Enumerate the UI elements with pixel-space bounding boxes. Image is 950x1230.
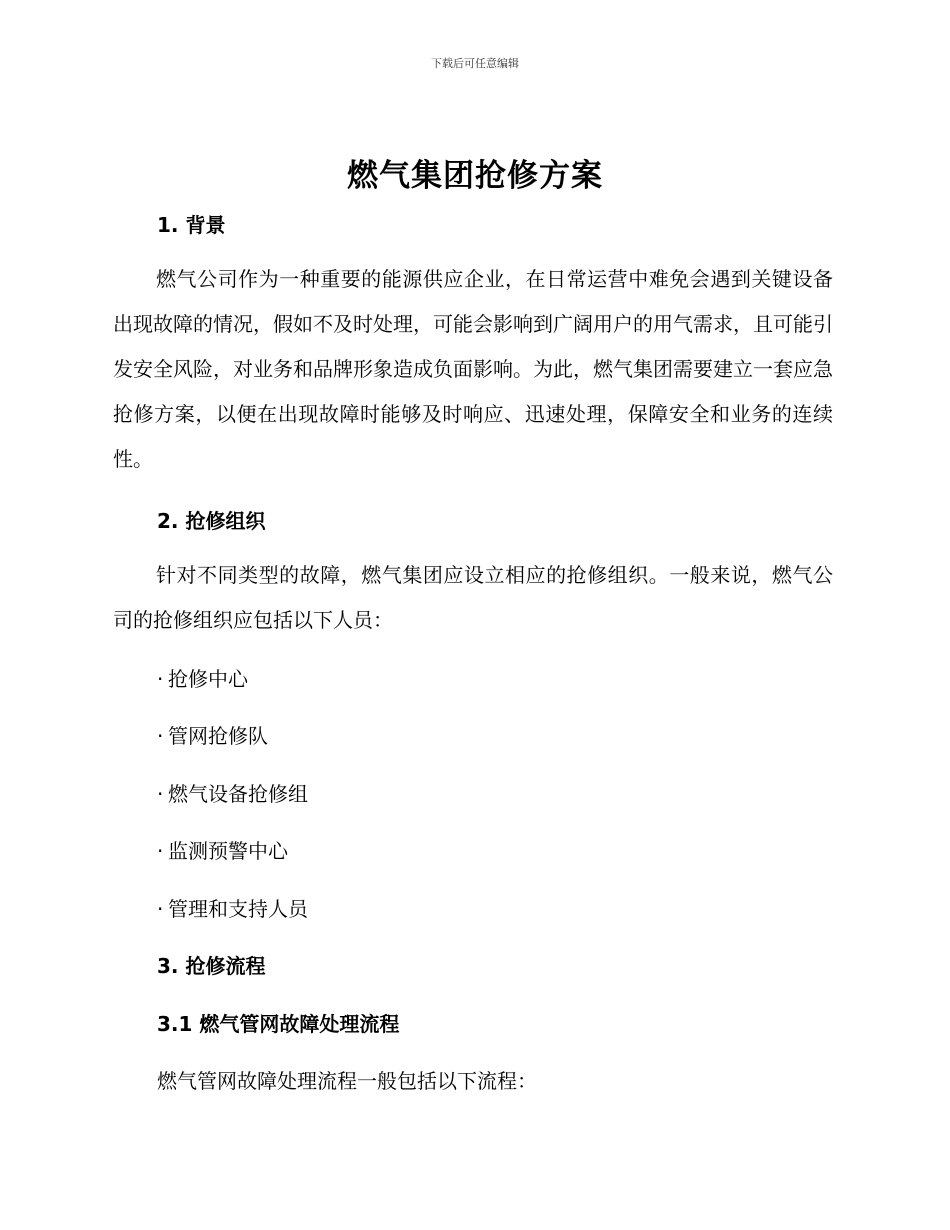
section-heading-organization: 2. 抢修组织 xyxy=(157,509,266,533)
bullet-marker: · xyxy=(157,782,164,806)
bullet-marker: · xyxy=(157,897,164,921)
list-item xyxy=(157,720,268,749)
section-heading-process: 3. 抢修流程 xyxy=(157,954,266,978)
list-item-text: 监测预警中心 xyxy=(168,839,288,863)
paragraph-background: 燃气公司作为一种重要的能源供应企业，在日常运营中难免会遇到关键设备出现故障的情况，假如不及时处理，可能会影响到广阔用户的用气需求，且可能引发安全风险，对业务和品牌形象造成负面影响。为此，燃气集团需要建立一套应急抢修方案，以便在出现故障时能够及时响应、迅速处理，保障安全和业务的连续性。 xyxy=(113,267,833,471)
paragraph-organization: 针对不同类型的故障，燃气集团应设立相应的抢修组织。一般来说，燃气公司的抢修组织应包括以下人员： xyxy=(113,563,833,632)
paragraph-pipeline-intro: 燃气管网故障处理流程一般包括以下流程： xyxy=(157,1069,537,1093)
subsection-heading-pipeline: 3.1 燃气管网故障处理流程 xyxy=(157,1012,400,1036)
list-item-text: 管网抢修队 xyxy=(168,724,268,748)
list-item xyxy=(157,663,248,692)
list-item xyxy=(157,893,308,922)
document-title: 燃气集团抢修方案 xyxy=(347,158,603,194)
bullet-marker: · xyxy=(157,667,164,691)
list-item xyxy=(157,835,288,864)
list-item-text: 管理和支持人员 xyxy=(168,897,308,921)
list-item-text: 抢修中心 xyxy=(168,667,248,691)
bullet-marker: · xyxy=(157,724,164,748)
section-heading-background: 1. 背景 xyxy=(157,213,226,237)
list-item-text: 燃气设备抢修组 xyxy=(168,782,308,806)
bullet-marker: · xyxy=(157,839,164,863)
list-item xyxy=(157,778,308,807)
page-header-note: 下载后可任意编辑 xyxy=(431,57,519,70)
